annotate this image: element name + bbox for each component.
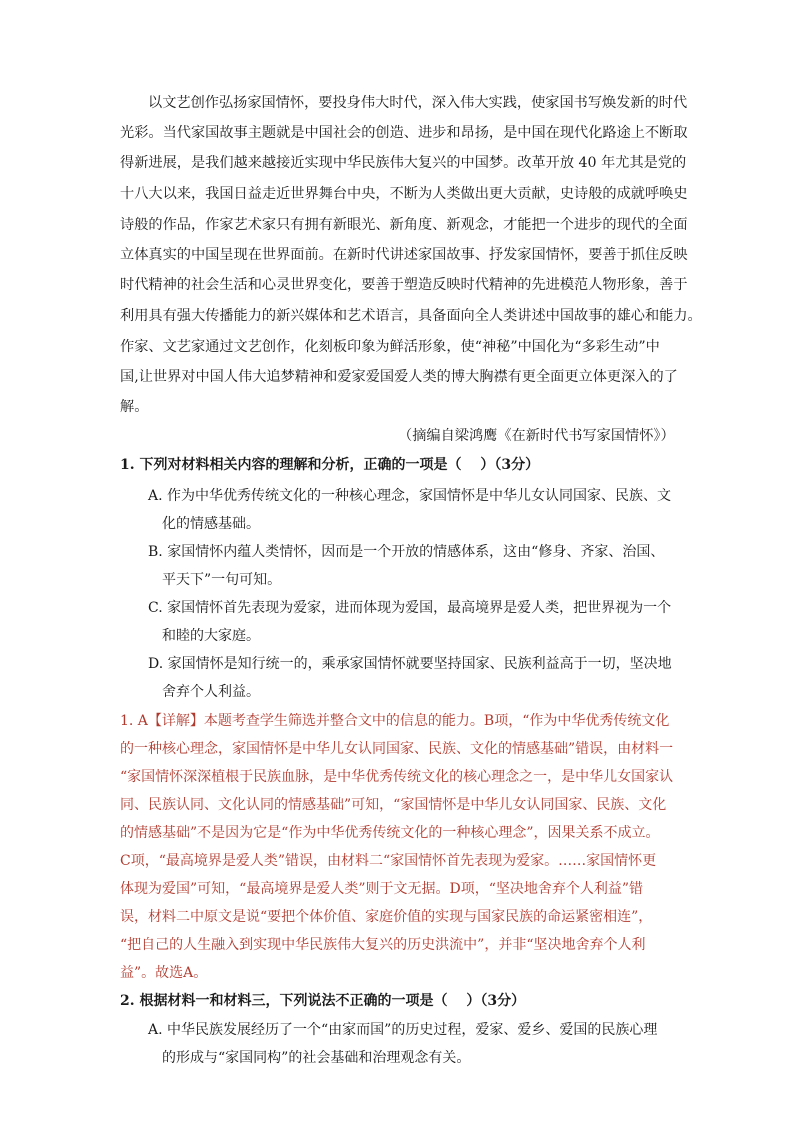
passage-line: 得新进展，是我们越来越接近实现中华民族伟大复兴的中国梦。改革开放 40 年尤其是党的 (120, 155, 687, 171)
option-d-line: 舍弃个人利益。 (162, 684, 260, 700)
answer-line: 误，材料二中原文是说“要把个体价值、家庭价值的实现与国家民族的命运紧密相连”， (120, 909, 653, 925)
passage-line: 以文艺创作弘扬家国情怀，要投身伟大时代，深入伟大实践，使家国书写焕发新的时代 (148, 95, 688, 111)
option-c-line: C. 家国情怀首先表现为爱家，进而体现为爱国，最高境界是爱人类，把世界视为一个 (148, 600, 672, 616)
option-d-line: D. 家国情怀是知行统一的，乘承家国情怀就要坚持国家、民族利益高于一切，坚决地 (148, 656, 672, 672)
answer-line: C项，“最高境界是爱人类”错误，由材料二“家国情怀首先表现为爱家。……家国情怀更 (120, 853, 657, 869)
answer-line: 的情感基础”不是因为它是“作为中华优秀传统文化的一种核心理念”，因果关系不成立。 (120, 825, 660, 841)
answer-line: 的一种核心理念，家国情怀是中华儿女认同国家、民族、文化的情感基础”错误，由材料一 (120, 741, 674, 757)
passage-line: 国,让世界对中国人伟大追梦精神和爱家爱国爱人类的博大胸襟有更全面更立体更深入的了 (120, 369, 678, 385)
option-b-line: B. 家国情怀内蕴人类情怀，因而是一个开放的情感体系，这由“修身、齐家、治国、 (148, 544, 665, 560)
answer-line: 益”。故选A。 (120, 965, 208, 981)
passage-line: 利用具有强大传播能力的新兴媒体和艺术语言，具备面向全人类讲述中国故事的雄心和能力。 (120, 308, 702, 324)
answer-line: 同、民族认同、文化认同的情感基础”可知，“家国情怀是中华儿女认同国家、民族、文化 (120, 797, 667, 813)
question-stem: 2. 根据材料一和材料三，下列说法不正确的一项是（ ）（3分） (120, 993, 526, 1009)
option-a-line: A. 中华民族发展经历了一个“由家而国”的历史过程，爱家、爱乡、爱国的民族心理 (148, 1022, 658, 1038)
answer-line: 1. A【详解】本题考查学生筛选并整合文中的信息的能力。B项，“作为中华优秀传统文化 (120, 713, 670, 729)
passage-line: 十八大以来，我国日益走近世界舞台中央，不断为人类做出更大贡献，史诗般的成就呼唤史 (120, 186, 688, 202)
option-b-line: 平天下”一句可知。 (162, 572, 282, 588)
passage-line: 光彩。当代家国故事主题就是中国社会的创造、进步和昂扬，是中国在现代化路途上不断取 (120, 125, 688, 141)
passage-source: （摘编自梁鸿鹰《在新时代书写家国情怀》） (398, 428, 675, 444)
passage-line: 立体真实的中国呈现在世界面前。在新时代讲述家国故事、抒发家国情怀，要善于抓住反映 (120, 247, 688, 263)
option-a-line: 化的情感基础。 (162, 516, 260, 532)
passage-line: 作家、文艺家通过文艺创作，化刻板印象为鲜活形象，使“神秘”中国化为“多彩生动”中 (120, 339, 660, 355)
passage-line: 时代精神的社会生活和心灵世界变化，要善于塑造反映时代精神的先进模范人物形象，善于 (120, 277, 688, 293)
option-c-line: 和睦的大家庭。 (162, 628, 260, 644)
passage-line: 解。 (120, 399, 149, 415)
option-a-line: 的形成与“家国同构”的社会基础和治理观念有关。 (162, 1050, 471, 1066)
answer-line: “把自己的人生融入到实现中华民族伟大复兴的历史洪流中”，并非“坚决地舍弃个人利 (120, 937, 646, 953)
passage-line: 诗般的作品，作家艺术家只有拥有新眼光、新角度、新观念，才能把一个进步的现代的全面 (120, 217, 688, 233)
question-stem: 1. 下列对材料相关内容的理解和分析，正确的一项是（ ）（3分） (120, 457, 540, 473)
answer-line: “家国情怀深深植根于民族血脉，是中华优秀传统文化的核心理念之一，是中华儿女国家认 (120, 769, 674, 785)
answer-line: 体现为爱国”可知，“最高境界是爱人类”则于文无据。D项，“坚决地舍弃个人利益”错 (120, 881, 644, 897)
option-a-line: A. 作为中华优秀传统文化的一种核心理念，家国情怀是中华儿女认同国家、民族、文 (148, 488, 672, 504)
